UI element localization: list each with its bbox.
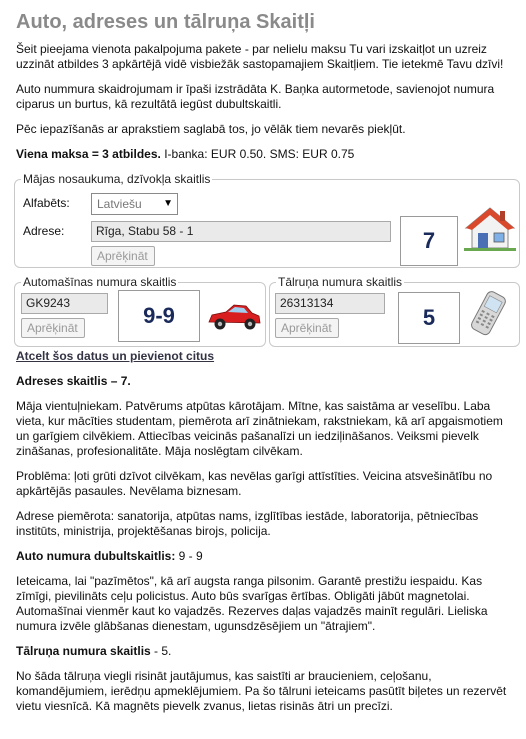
address-result-text-2: Problēma: ļoti grūti dzīvot cilvēkam, kas nevēlas garīgi attīstīties. Veicina atsvešinātību no apkārtējās pasaules. Nevēlama biznesam.: [16, 469, 493, 498]
house-icon: [464, 206, 516, 252]
price-details: I-banka: EUR 0.50. SMS: EUR 0.75: [160, 147, 355, 161]
phone-result-title-bold: Tālruņa numura skaitlis: [16, 644, 151, 658]
phone-fieldset-legend: Tālruņa numura skaitlis: [278, 275, 403, 289]
chevron-down-icon: ▼: [163, 198, 173, 209]
page-wrapper: [16, 10, 518, 172]
car-result-title: [16, 549, 510, 564]
car-result-text-1: Ieteicama, lai "pazīmētos", kā arī augsta ranga pilsonim. Garantē prestižu iespaidu. Kas zīmīgi, pievilināts ceļu policistus. Auto būs svarīgas ērtības. Obligāti jābūt magnetolai. Automašīnai vienmēr kaut ko vajadzēs. Rezerves daļas vajadzēs mainīt regulāri. Lieliska numura izvēle glābšanas dienestam, ugunsdzēsējiem un "ātrajiem".: [16, 574, 488, 633]
price-bold: Viena maksa = 3 atbildes.: [16, 147, 161, 161]
car-result-box: 9-9: [118, 290, 200, 342]
alphabet-label: Alfabēts:: [23, 196, 70, 210]
car-result-title-value: 9 - 9: [175, 549, 203, 563]
phone-result-box: 5: [398, 292, 460, 344]
address-result-title: Adreses skaitlis – 7.: [16, 374, 131, 388]
intro-paragraph-1: Šeit pieejama vienota pakalpojuma pakete - par nelielu maksu Tu vari izskaitļot un uzreiz uzzināt atbildes 3 apkārtējā vidē visbiežāk sastopamajiem Skaitļiem. Tie ietekmē Tavu dzīvi!: [16, 42, 504, 71]
results-section: [16, 374, 510, 724]
price-line: [16, 147, 518, 162]
house-result-box: 7: [400, 216, 458, 266]
phone-result-title: [16, 644, 510, 659]
car-calculate-button[interactable]: Aprēķināt: [21, 318, 85, 338]
phone-number-input[interactable]: 26313134: [275, 293, 385, 314]
house-fieldset-legend: Mājas nosaukuma, dzīvokļa skaitlis: [23, 172, 211, 186]
phone-result-title-value: - 5.: [150, 644, 172, 658]
intro-paragraph-2: Auto nummura skaidrojumam ir īpaši izstrādāta K. Baņka autormetode, savienojot numura ciparus un burtus, kā rezultātā iegūst dubultskaitli.: [16, 82, 495, 111]
page-title: Auto, adreses un tālruņa Skaitļi: [16, 11, 315, 33]
mobile-phone-icon: [466, 288, 510, 340]
red-car-icon: [206, 300, 262, 334]
car-result-title-bold: Auto numura dubultskaitlis:: [16, 549, 176, 563]
intro-paragraph-3: Pēc iepazīšanās ar aprakstiem saglabā tos, jo vēlāk tiem nevarēs piekļūt.: [16, 122, 406, 136]
house-calculate-button[interactable]: Aprēķināt: [91, 246, 155, 266]
alphabet-selected-value: Latviešu: [97, 197, 142, 211]
alphabet-select[interactable]: [91, 193, 178, 215]
address-label: Adrese:: [23, 224, 65, 238]
phone-calculate-button[interactable]: Aprēķināt: [275, 318, 339, 338]
address-result-text-1: Māja vientuļniekam. Patvērums atpūtas kārotājam. Mītne, kas saistāma ar veselību. Laba vieta, kur mācīties studentam, piemērota arī zinātniekam, rakstniekam, kā arī apgaismotiem un garīgiem cilvēkiem. Attiecības veicinās pašanalīzi un iedziļināšanos. Veiksmi pievelk zināšanas, profesionalitāte. Māja noslēgtam cilvēkam.: [16, 399, 503, 458]
address-result-text-3: Adrese piemērota: sanatorija, atpūtas nams, izglītības iestāde, laboratorija, pētniecības institūts, ministrija, projektēšanas birojs, policija.: [16, 509, 479, 538]
reset-data-link[interactable]: Atcelt šos datus un pievienot citus: [16, 349, 215, 363]
car-number-input[interactable]: GK9243: [21, 293, 108, 314]
phone-result-text-1: No šāda tālruņa viegli risināt jautājumus, kas saistīti ar braucieniem, ceļošanu, komandējumiem, ierēdņu apmeklējumiem. Pa šo tālruni ieteicams pasūtīt biļetes un rezervēt vietu viesnīcā. Kā magnēts pievelk zvanus, lietas risinās ātri un precīzi.: [16, 669, 507, 713]
car-fieldset-legend: Automašīnas numura skaitlis: [23, 275, 177, 289]
address-input[interactable]: Rīga, Stabu 58 - 1: [91, 221, 391, 242]
